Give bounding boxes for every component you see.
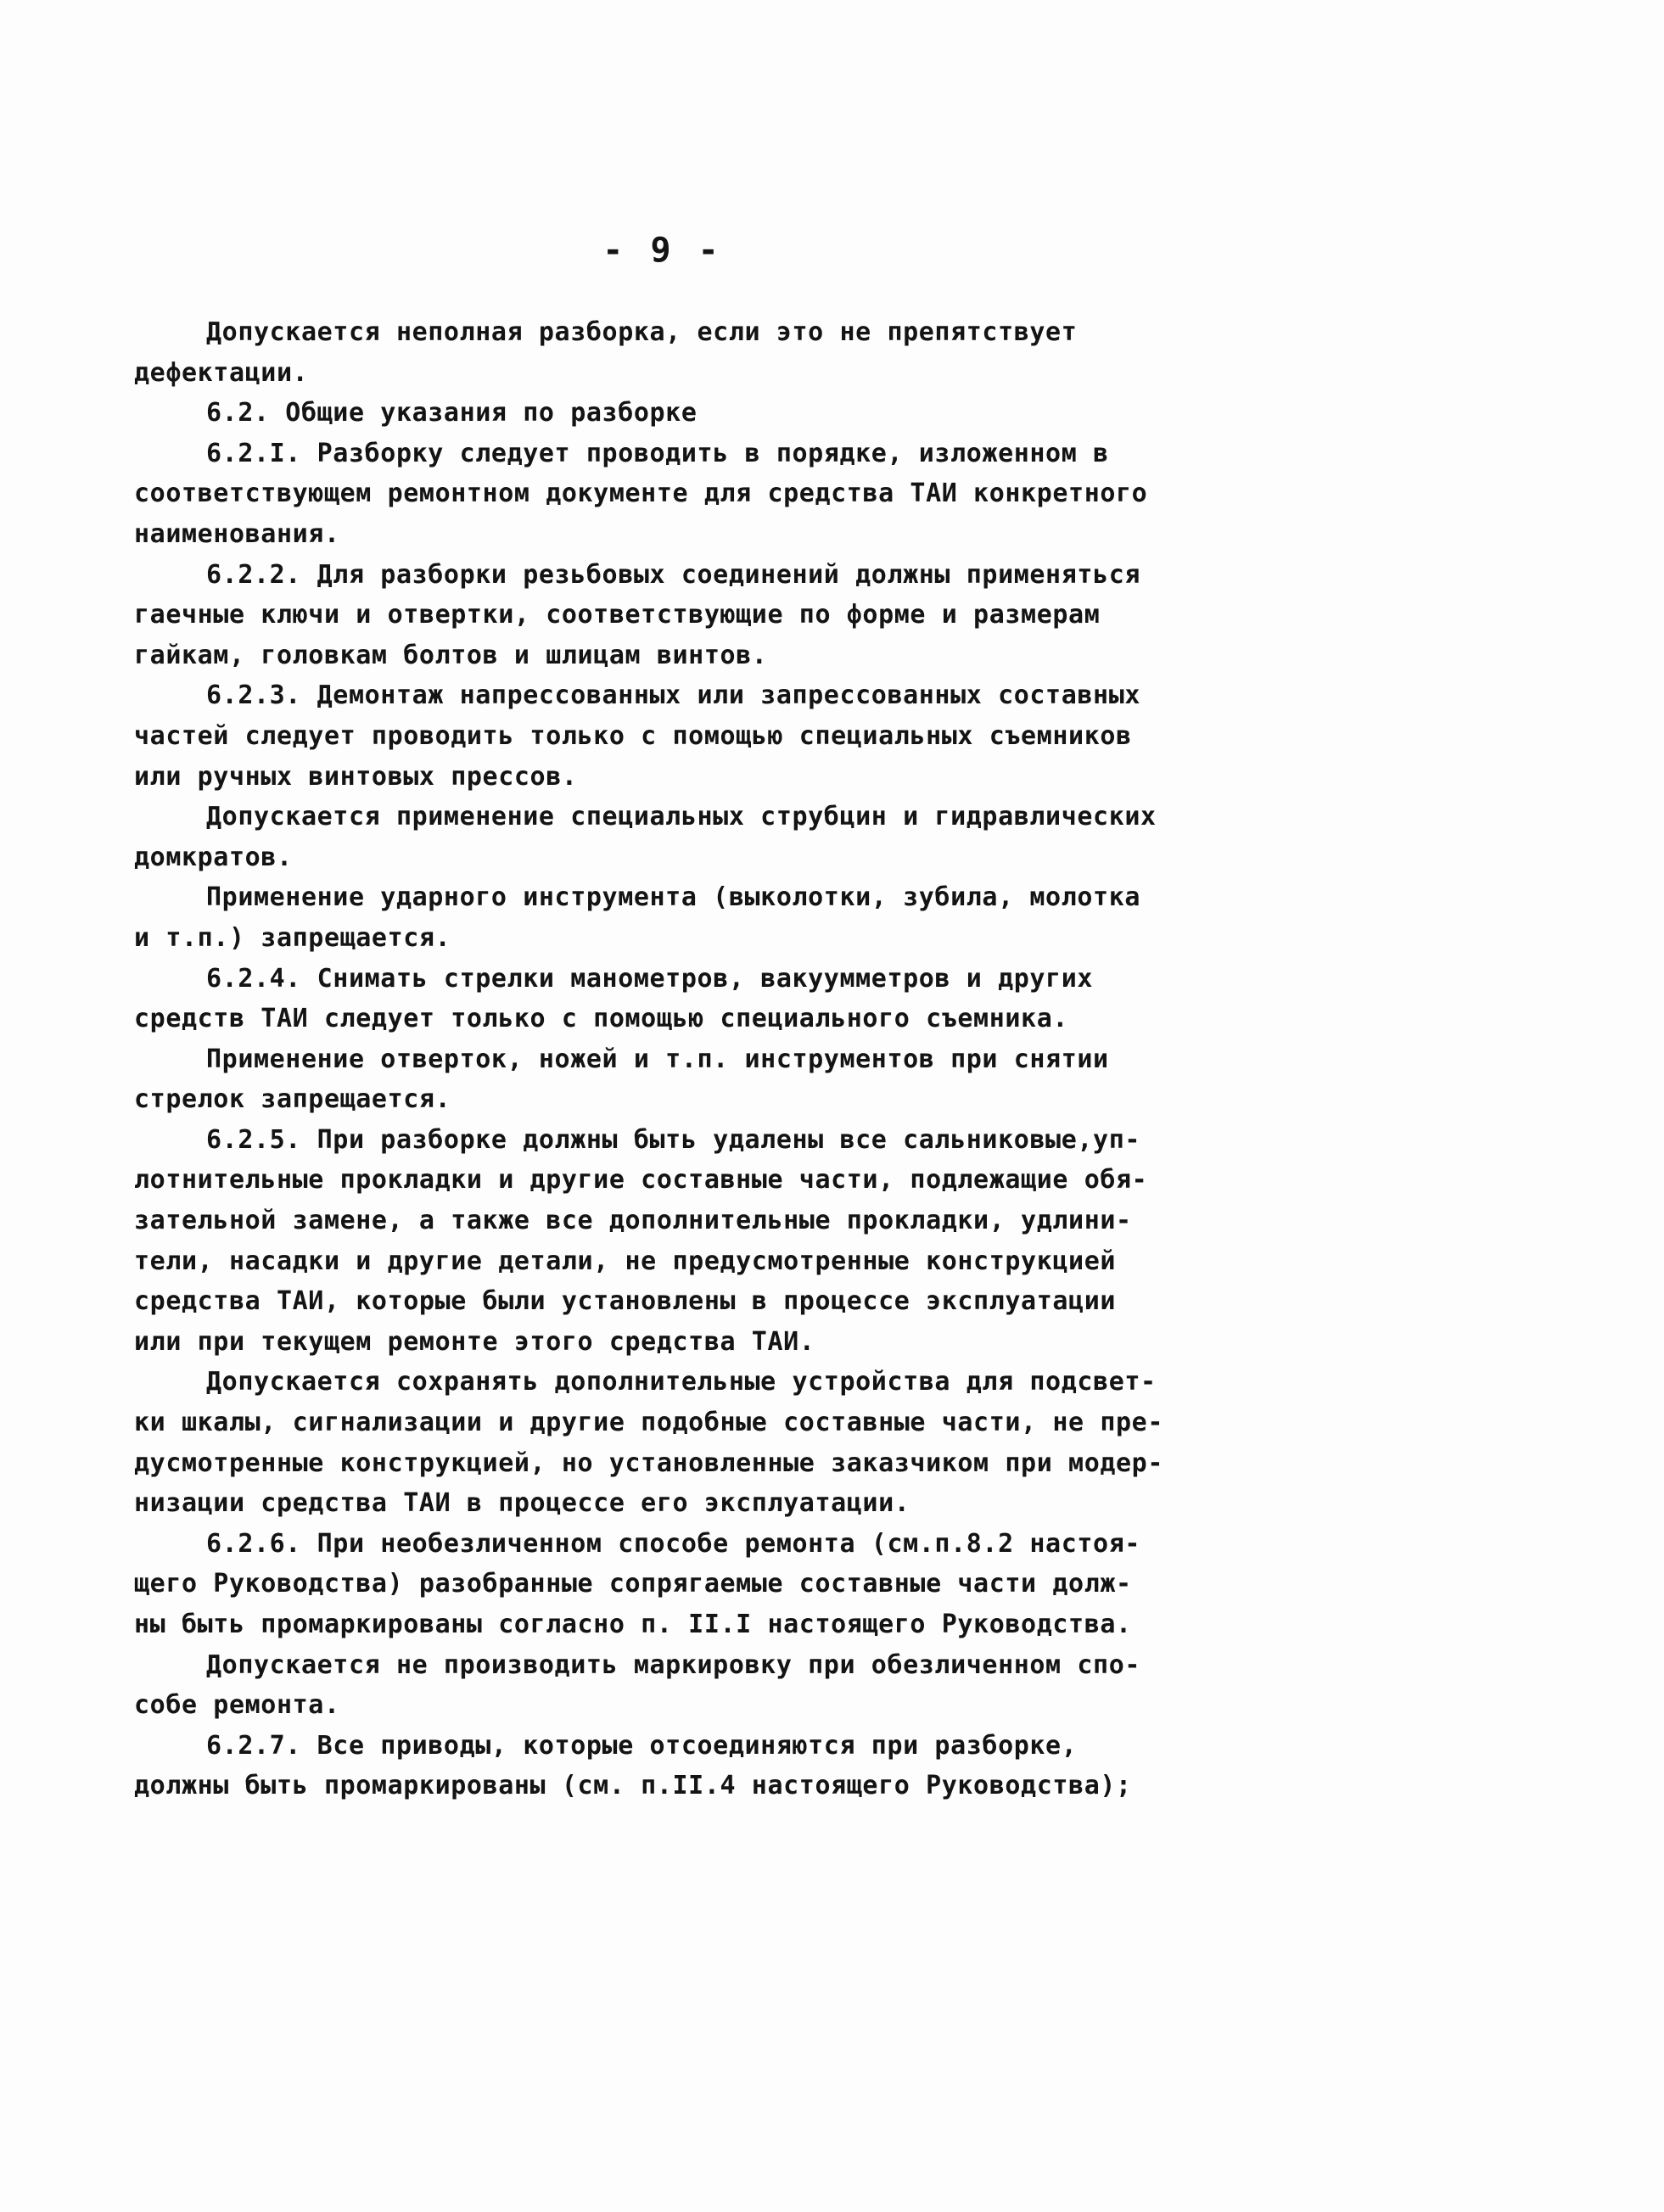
text-line: Допускается неполная разборка, если это не препятствует — [206, 317, 1078, 347]
text-line: 6.2.5. При разборке должны быть удалены все сальниковые,уп- — [206, 1124, 1141, 1155]
text-line: ны быть промаркированы согласно п. II.I настоящего Руководства. — [134, 1610, 1132, 1639]
text-line: соответствующем ремонтном документе для средства ТАИ конкретного — [134, 479, 1148, 509]
text-line: гаечные ключи и отвертки, соответствующие по форме и размерам — [134, 600, 1101, 630]
text-line: частей следует проводить только с помощью специальных съемников — [134, 720, 1132, 751]
text-line: средств ТАИ следует только с помощью специального съемника. — [134, 1004, 1069, 1034]
text-line: Допускается не производить маркировку при обезличенном спо- — [206, 1649, 1141, 1680]
text-line: тели, насадки и другие детали, не предусмотренные конструкцией — [134, 1246, 1117, 1276]
text-line: 6.2.4. Снимать стрелки манометров, вакуумметров и других — [206, 963, 1094, 994]
text-line: 6.2.7. Все приводы, которые отсоединяются при разборке, — [206, 1730, 1078, 1761]
body-text — [134, 312, 1186, 1806]
text-line: щего Руководства) разобранные сопрягаемые составные части долж- — [134, 1569, 1132, 1599]
text-line: Допускается сохранять дополнительные устройства для подсвет- — [206, 1367, 1157, 1397]
text-line: Применение ударного инструмента (выколотки, зубила, молотка — [206, 882, 1141, 913]
text-line: Допускается применение специальных струбцин и гидравлических — [206, 802, 1157, 832]
text-line: 6.2.3. Демонтаж напрессованных или запрессованных составных — [206, 680, 1141, 711]
text-line: средства ТАИ, которые были установлены в процессе эксплуатации — [134, 1286, 1117, 1317]
text-line: низации средства ТАИ в процессе его эксплуатации. — [134, 1488, 910, 1519]
text-line: 6.2.6. При необезличенном способе ремонта (см.п.8.2 настоя- — [206, 1528, 1141, 1559]
text-line: 6.2.2. Для разборки резьбовых соединений должны применяться — [206, 559, 1141, 590]
text-line: дусмотренные конструкцией, но установленные заказчиком при модер- — [134, 1448, 1163, 1478]
text-line: зательной замене, а также все дополнительные прокладки, удлини- — [134, 1206, 1132, 1236]
text-line: гайкам, головкам болтов и шлицам винтов. — [134, 640, 768, 670]
text-line: или ручных винтовых прессов. — [134, 761, 578, 792]
text-line: стрелок запрещается. — [134, 1084, 451, 1115]
text-line: ки шкалы, сигнализации и другие подобные составные части, не пре- — [134, 1408, 1163, 1438]
text-line: дефектации. — [134, 357, 309, 388]
text-line: собе ремонта. — [134, 1690, 340, 1721]
text-line: 6.2.I. Разборку следует проводить в порядке, изложенном в — [206, 438, 1109, 468]
text-line: наименования. — [134, 518, 340, 549]
text-line: 6.2. Общие указания по разборке — [206, 398, 698, 428]
text-line: домкратов. — [134, 842, 293, 872]
page-number: - 9 - — [602, 231, 722, 270]
text-line: лотнительные прокладки и другие составные части, подлежащие обя- — [134, 1165, 1148, 1196]
text-line: должны быть промаркированы (см. п.II.4 настоящего Руководства); — [134, 1771, 1132, 1801]
text-line: Применение отверток, ножей и т.п. инструментов при снятии — [206, 1044, 1109, 1074]
text-line: и т.п.) запрещается. — [134, 922, 451, 953]
text-line: или при текущем ремонте этого средства ТАИ. — [134, 1326, 815, 1357]
